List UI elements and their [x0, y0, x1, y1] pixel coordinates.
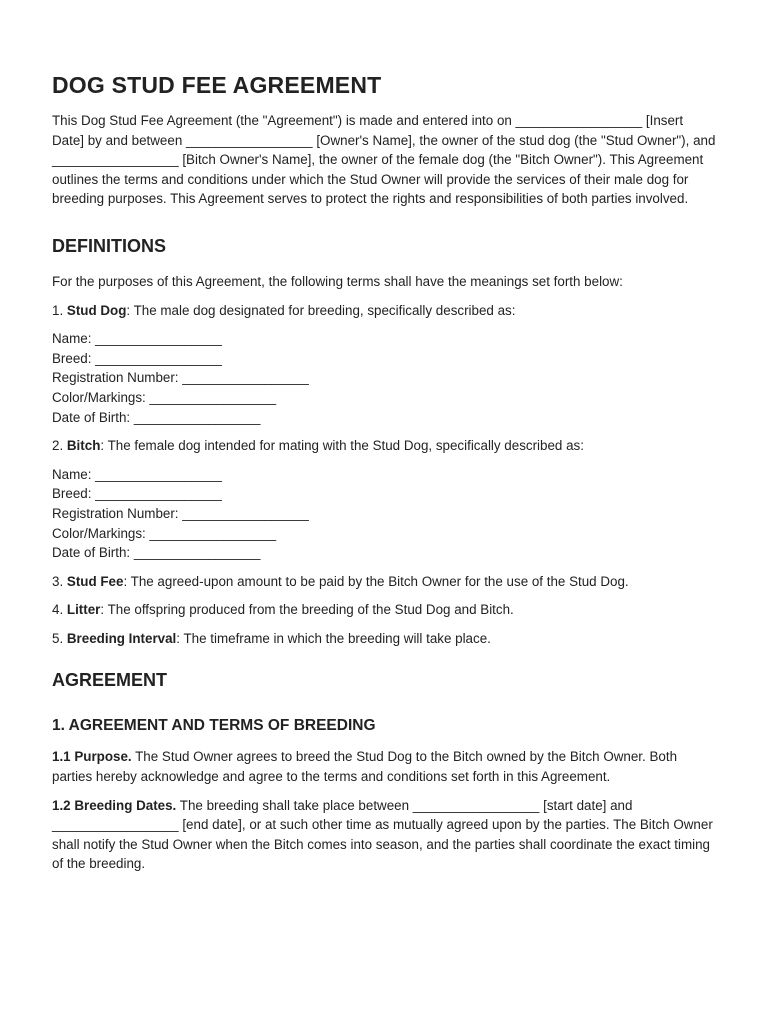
definition-bitch [52, 436, 718, 456]
clause-breeding-dates [52, 796, 718, 874]
definition-term: Stud Dog [66, 302, 127, 318]
definition-term: Stud Fee [66, 573, 124, 589]
definition-number: 4. [52, 602, 67, 618]
bitch-color-field: Color/Markings: _________________ [52, 525, 277, 541]
bitch-registration-field: Registration Number: _________________ [52, 505, 309, 521]
definition-text: : The timeframe in which the breeding will take place. [176, 630, 491, 646]
clause-text: The breeding shall take place between _________________ [start date] and _________________ [end date], or at such other time as mutually agreed upon by the parties. The Bitch Owner shall notify the Stud Owner when the Bitch comes into season, and the parties shall coordinate the exact timing of the breeding. [52, 797, 713, 872]
definition-stud-dog [52, 301, 718, 321]
definition-term: Litter [66, 602, 101, 618]
definition-stud-fee [52, 572, 718, 592]
stud-dog-name-field: Name: _________________ [52, 331, 222, 347]
stud-dog-dob-field: Date of Birth: _________________ [52, 409, 261, 425]
definition-litter [52, 600, 718, 620]
bitch-name-field: Name: _________________ [52, 466, 222, 482]
intro-paragraph: This Dog Stud Fee Agreement (the "Agreement") is made and entered into on _________________ [Insert Date] by and between _________________ [Owner's Name], the owner of the stud dog (the "Stud Owner"), and _________________ [Bitch Owner's Name], the owner of the female dog (the "Bitch Owner"). This Agreement outlines the terms and conditions under which the Stud Owner will provide the services of their male dog for breeding purposes. This Agreement serves to protect the rights and responsibilities of both parties involved. [52, 113, 716, 207]
definition-text: : The female dog intended for mating with the Stud Dog, specifically described as: [100, 438, 584, 454]
definitions-heading: DEFINITIONS [52, 235, 167, 256]
stud-dog-color-field: Color/Markings: _________________ [52, 389, 277, 405]
definition-breeding-interval [52, 629, 718, 649]
stud-dog-breed-field: Breed: _________________ [52, 350, 222, 366]
terms-of-breeding-heading: 1. AGREEMENT AND TERMS OF BREEDING [52, 717, 376, 735]
definition-number: 1. [52, 302, 67, 318]
clause-term: 1.2 Breeding Dates. [52, 797, 177, 813]
stud-dog-fields [52, 329, 718, 427]
stud-dog-registration-field: Registration Number: _________________ [52, 370, 309, 386]
bitch-dob-field: Date of Birth: _________________ [52, 545, 261, 561]
clause-text: The Stud Owner agrees to breed the Stud Dog to the Bitch owned by the Bitch Owner. Both parties hereby acknowledge and agree to the terms and conditions set forth in this Agreement. [52, 749, 678, 785]
definition-number: 3. [52, 573, 67, 589]
definition-text: : The male dog designated for breeding, specifically described as: [126, 302, 516, 318]
clause-term: 1.1 Purpose. [52, 749, 132, 765]
definition-number: 5. [52, 630, 67, 646]
definition-text: : The agreed-upon amount to be paid by the Bitch Owner for the use of the Stud Dog. [123, 573, 629, 589]
definition-text: : The offspring produced from the breeding of the Stud Dog and Bitch. [100, 602, 514, 618]
agreement-heading: AGREEMENT [52, 670, 168, 691]
clause-purpose [52, 747, 718, 786]
bitch-fields [52, 465, 718, 563]
definition-term: Bitch [66, 438, 101, 454]
definition-term: Breeding Interval [66, 630, 177, 646]
definitions-lead: For the purposes of this Agreement, the following terms shall have the meanings set forth below: [52, 273, 623, 289]
bitch-breed-field: Breed: _________________ [52, 486, 222, 502]
definition-number: 2. [52, 438, 67, 454]
document-title: DOG STUD FEE AGREEMENT [52, 72, 382, 98]
